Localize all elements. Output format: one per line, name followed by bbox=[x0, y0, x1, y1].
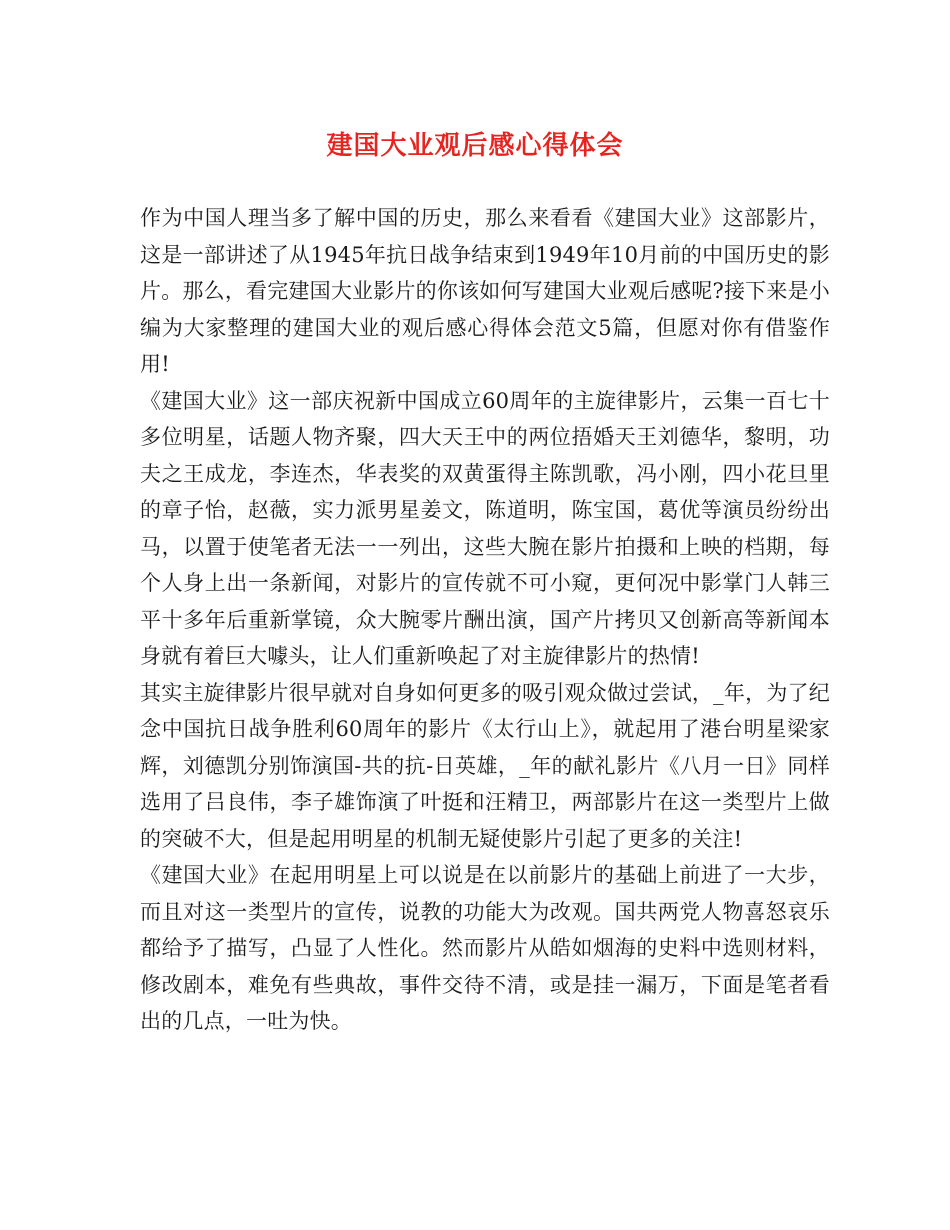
paragraph-star-cast: 《建国大业》这一部庆祝新中国成立60周年的主旋律影片，云集一百七十多位明星，话题人物齐聚，四大天王中的两位捂婚天王刘德华，黎明，功夫之王成龙，李连杰，华表奖的双黄蛋得主陈凯歌，冯小刚，四小花旦里的章子怡，赵薇，实力派男星姜文，陈道明，陈宝国，葛优等演员纷纷出马，以置于使笔者无法一一列出，这些大腕在影片拍摄和上映的档期，每个人身上出一条新闻，对影片的宣传就不可小窥，更何况中影掌门人韩三平十多年后重新掌镜，众大腕零片酬出演，国产片拷贝又创新高等新闻本身就有着巨大噱头，让人们重新唤起了对主旋律影片的热情! bbox=[140, 388, 830, 668]
document-body bbox=[140, 200, 830, 1040]
paragraph-intro: 作为中国人理当多了解中国的历史，那么来看看《建国大业》这部影片，这是一部讲述了从1945年抗日战争结束到1949年10月前的中国历史的影片。那么，看完建国大业影片的你该如何写建国大业观后感呢?接下来是小编为大家整理的建国大业的观后感心得体会范文5篇，但愿对你有借鉴作用! bbox=[140, 206, 830, 376]
paragraph-commentary: 《建国大业》在起用明星上可以说是在以前影片的基础上前进了一大步，而且对这一类型片的宣传，说教的功能大为改观。国共两党人物喜怒哀乐都给予了描写，凸显了人性化。然而影片从皓如烟海的史料中选则材料，修改剧本，难免有些典故，事件交待不清，或是挂一漏万，下面是笔者看出的几点，一吐为快。 bbox=[140, 863, 830, 1033]
paragraph-history: 其实主旋律影片很早就对自身如何更多的吸引观众做过尝试，_年，为了纪念中国抗日战争胜利60周年的影片《太行山上》，就起用了港台明星梁家辉，刘德凯分别饰演国-共的抗-日英雄，_年的献礼影片《八月一日》同样选用了吕良伟，李子雄饰演了叶挺和汪精卫，两部影片在这一类型片上做的突破不大，但是起用明星的机制无疑使影片引起了更多的关注! bbox=[140, 680, 830, 851]
page-title: 建国大业观后感心得体会 bbox=[326, 131, 624, 161]
